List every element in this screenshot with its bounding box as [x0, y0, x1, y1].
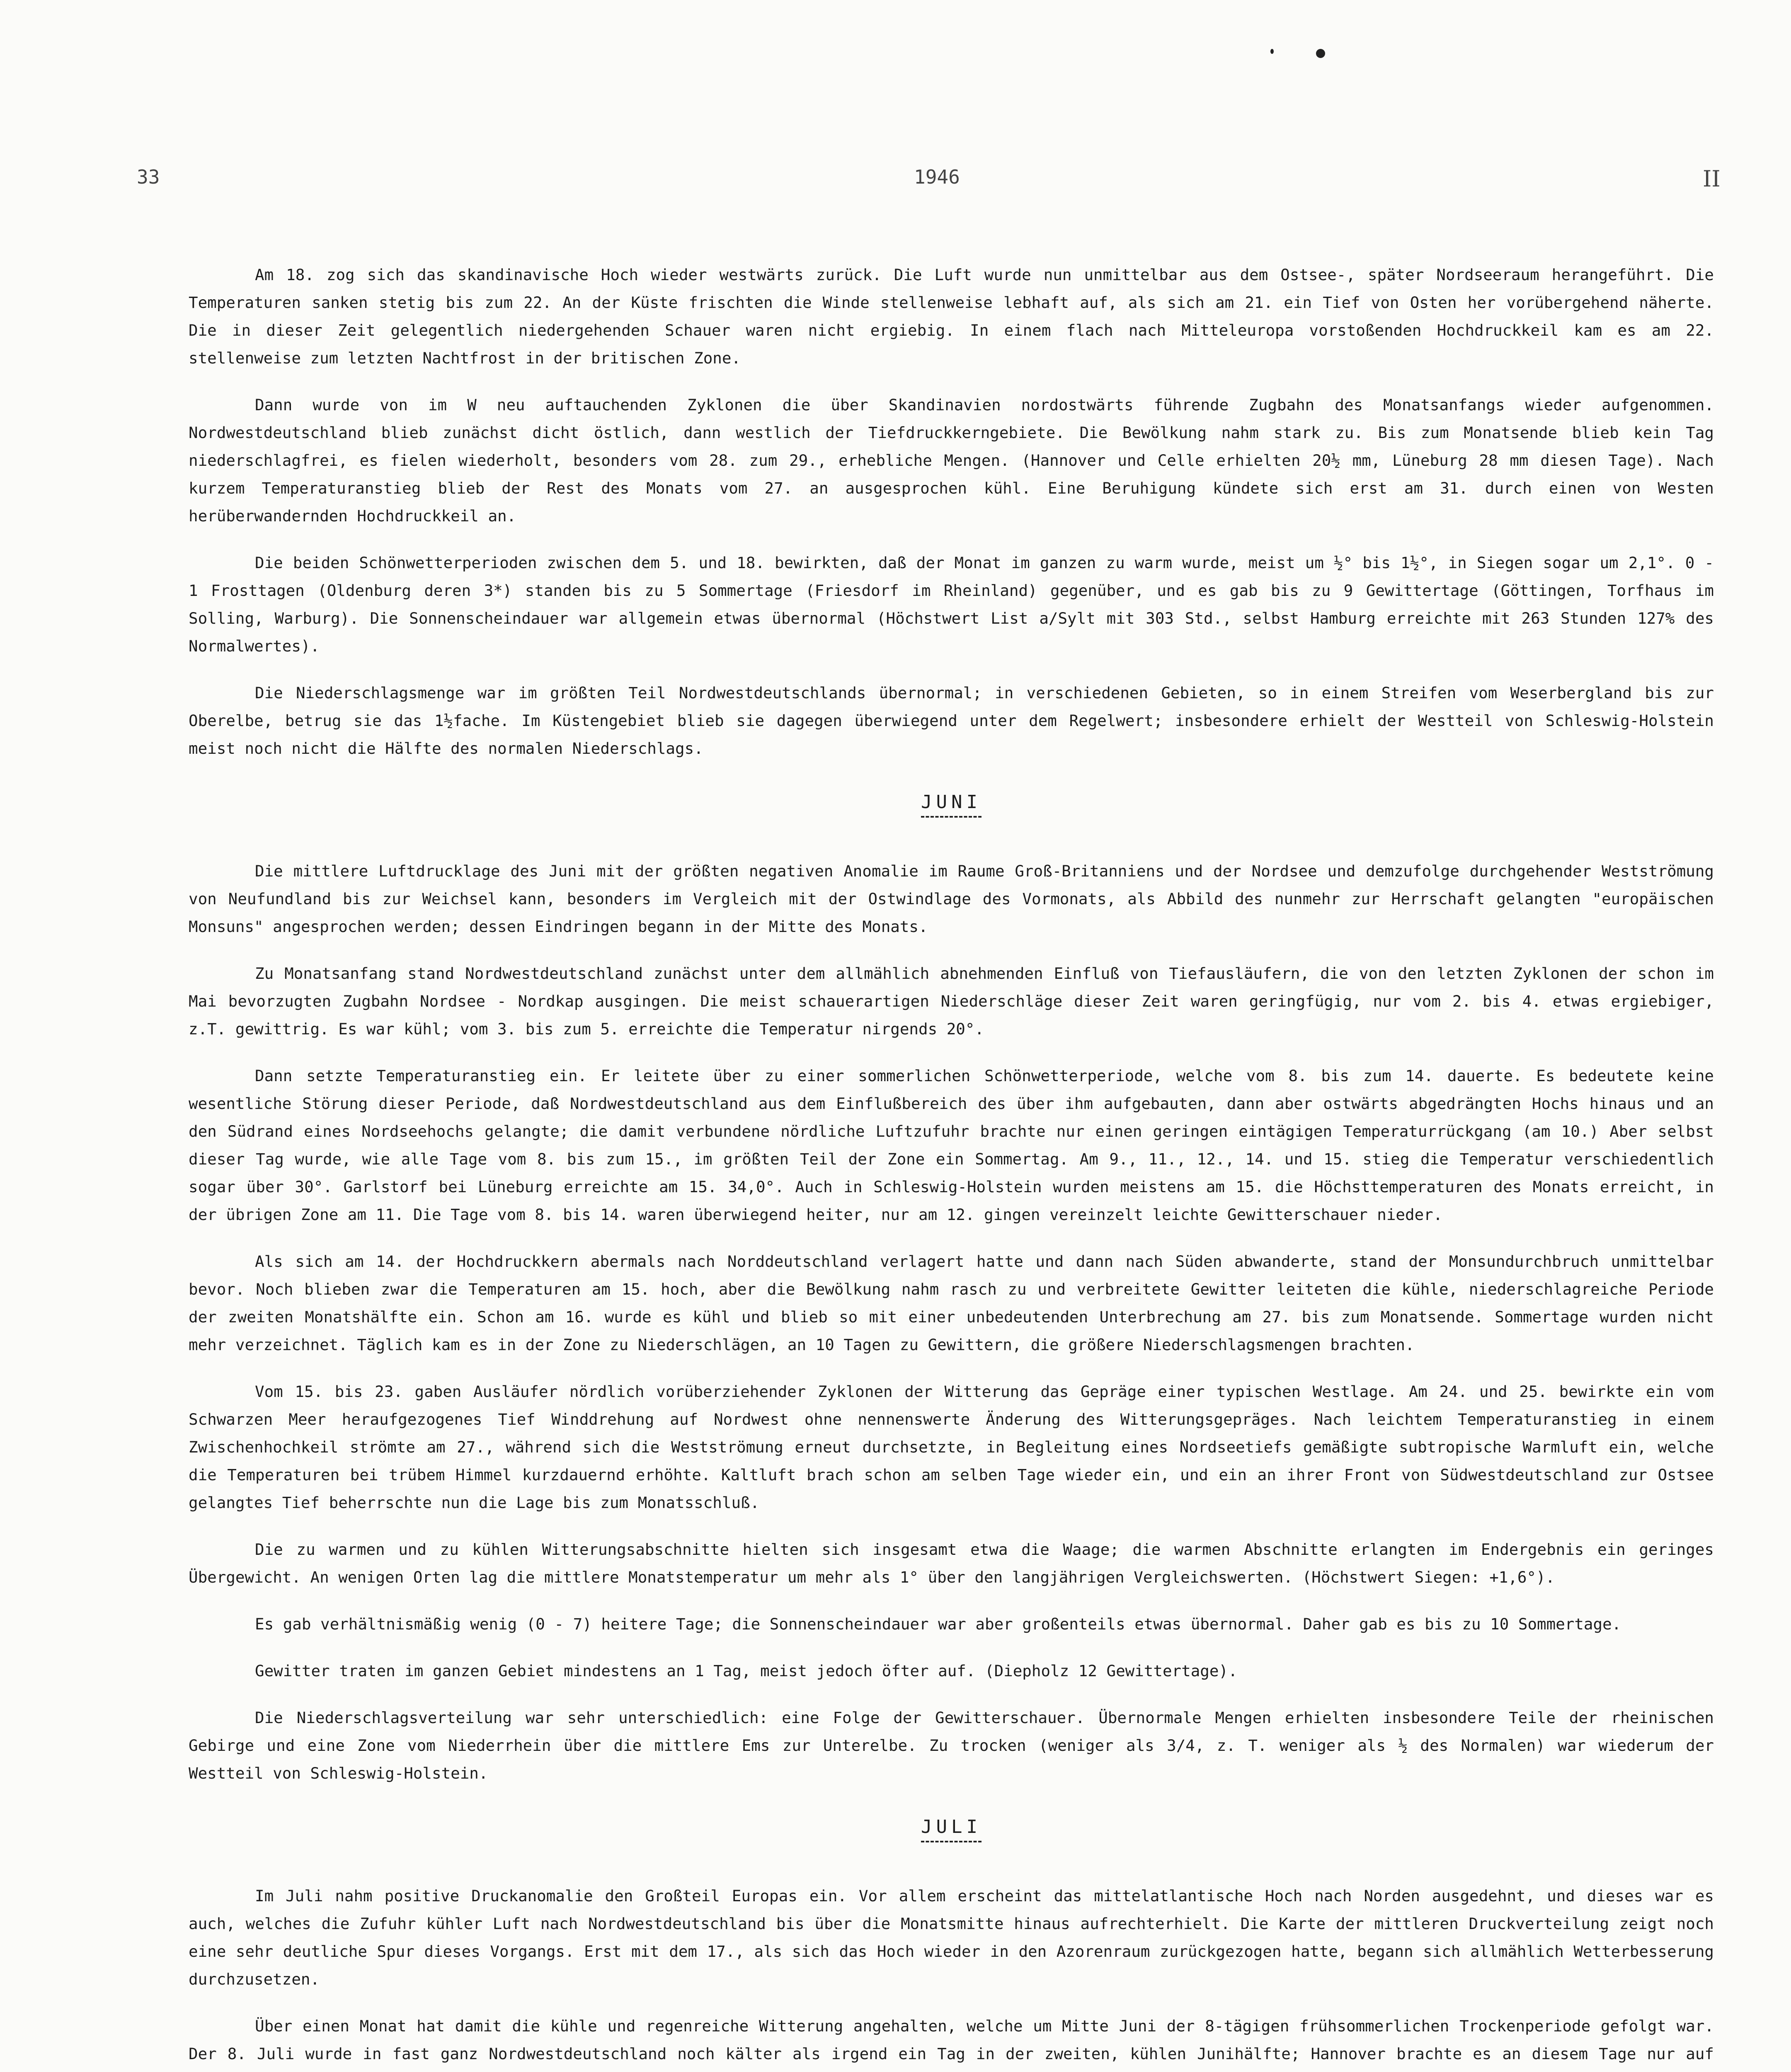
scan-speck [1316, 49, 1325, 58]
section-heading [189, 792, 1714, 818]
section-heading-text: JUNI [921, 792, 982, 818]
paragraph: Am 18. zog sich das skandinavische Hoch wieder westwärts zurück. Die Luft wurde nun unmittelbar aus dem Ostsee-, später Nordseeraum herangeführt. Die Temperaturen sanken stetig bis zum 22. An der Küste frischten die Winde stellenweise lebhaft auf, als sich am 21. ein Tief von Osten her vorübergehend näherte. Die in dieser Zeit gelegentlich niedergehenden Schauer waren nicht ergiebig. In einem flach nach Mitteleuropa vorstoßenden Hochdruckkeil kam es am 22. stellenweise zum letzten Nachtfrost in der britischen Zone. [189, 266, 1723, 367]
paragraph: Zu Monatsanfang stand Nordwestdeutschland zunächst unter dem allmählich abnehmenden Einfluß von Tiefausläufern, die von den letzten Zyklonen der schon im Mai bevorzugten Zugbahn Nordsee - Nordkap ausgingen. Die meist schauerartigen Niederschläge dieser Zeit waren geringfügig, nur vom 2. bis 4. etwas ergiebiger, z.T. gewittrig. Es war kühl; vom 3. bis zum 5. erreichte die Temperatur nirgends 20°. [189, 964, 1723, 1038]
scan-speck [1270, 49, 1274, 54]
section-heading-text: JULI [921, 1816, 982, 1842]
paragraph: Im Juli nahm positive Druckanomalie den Großteil Europas ein. Vor allem erscheint das mittelatlantische Hoch nach Norden ausgedehnt, und dieses war es auch, welches die Zufuhr kühler Luft nach Nordwestdeutschland bis über die Monatsmitte hinaus aufrechterhielt. Die Karte der mittleren Druckverteilung zeigt noch eine sehr deutliche Spur dieses Vorgangs. Erst mit dem 17., als sich das Hoch wieder in den Azorenraum zurückgezogen hatte, begann sich allmählich Wetterbesserung durchzusetzen. [189, 1887, 1723, 1988]
paragraph: Die Niederschlagsmenge war im größten Teil Nordwestdeutschlands übernormal; in verschiedenen Gebieten, so in einem Streifen vom Weserbergland bis zur Oberelbe, betrug sie das 1½fache. Im Küstengebiet blieb sie dagegen überwiegend unter dem Regelwert; insbesondere erhielt der Westteil von Schleswig-Holstein meist noch nicht die Hälfte des normalen Niederschlags. [189, 684, 1723, 758]
paragraph: Dann setzte Temperaturanstieg ein. Er leitete über zu einer sommerlichen Schönwetterperiode, welche vom 8. bis zum 14. dauerte. Es bedeutete keine wesentliche Störung dieser Periode, daß Nordwestdeutschland aus dem Einflußbereich des über ihm aufgebauten, dann aber ostwärts abgedrängten Hochs hinaus und an den Südrand eines Nordseehochs gelangte; die damit verbundene nördliche Luftzufuhr brachte nur einen geringen eintägigen Temperaturrückgang (am 10.) Aber selbst dieser Tag wurde, wie alle Tage vom 8. bis zum 15., im größten Teil der Zone ein Sommertag. Am 9., 11., 12., 14. und 15. stieg die Temperatur verschiedentlich sogar über 30°. Garlstorf bei Lüneburg erreichte am 15. 34,0°. Auch in Schleswig-Holstein wurden meistens am 15. die Höchsttemperaturen des Monats erreicht, in der übrigen Zone am 11. Die Tage vom 8. bis 14. waren überwiegend heiter, nur am 12. gingen vereinzelt leichte Gewitterschauer nieder. [189, 1067, 1723, 1224]
paragraph: Vom 15. bis 23. gaben Ausläufer nördlich vorüberziehender Zyklonen der Witterung das Gepräge einer typischen Westlage. Am 24. und 25. bewirkte ein vom Schwarzen Meer heraufgezogenes Tief Winddrehung auf Nordwest ohne nennenswerte Änderung des Witterungsgepräges. Nach leichtem Temperaturanstieg in einem Zwischenhochkeil strömte am 27., während sich die Westströmung erneut durchsetzte, in Begleitung eines Nordseetiefs gemäßigte subtropische Warmluft ein, welche die Temperaturen bei trübem Himmel kurzdauernd erhöhte. Kaltluft brach schon am selben Tage wieder ein, und ein an ihrer Front von Südwestdeutschland zur Ostsee gelangtes Tief beherrschte nun die Lage bis zum Monatsschluß. [189, 1382, 1723, 1512]
paragraph: Als sich am 14. der Hochdruckkern abermals nach Norddeutschland verlagert hatte und dann nach Süden abwanderte, stand der Monsundurchbruch unmittelbar bevor. Noch blieben zwar die Temperaturen am 15. hoch, aber die Bewölkung nahm rasch zu und verbreitete Gewitter leiteten die kühle, niederschlagreiche Periode der zweiten Monatshälfte ein. Schon am 16. wurde es kühl und blieb so mit einer unbedeutenden Unterbrechung am 27. bis zum Monatsende. Sommertage wurden nicht mehr verzeichnet. Täglich kam es in der Zone zu Niederschlägen, an 10 Tagen zu Gewittern, die größere Niederschlagsmengen brachten. [189, 1252, 1723, 1354]
section-heading [189, 1816, 1714, 1842]
paragraph: Es gab verhältnismäßig wenig (0 - 7) heitere Tage; die Sonnenscheindauer war aber großenteils etwas übernormal. Daher gab es bis zu 10 Sommertage. [255, 1615, 1621, 1633]
section-juli [189, 1816, 1723, 2072]
document-body [189, 261, 1723, 2072]
paragraph: Dann wurde von im W neu auftauchenden Zyklonen die über Skandinavien nordostwärts führende Zugbahn des Monatsanfangs wieder aufgenommen. Nordwestdeutschland blieb zunächst dicht östlich, dann westlich der Tiefdruckkerngebiete. Die Bewölkung nahm stark zu. Bis zum Monatsende blieb kein Tag niederschlagfrei, es fielen wiederholt, besonders vom 28. zum 29., erhebliche Mengen. (Hannover und Celle erhielten 20½ mm, Lüneburg 28 mm diesen Tage). Nach kurzem Temperaturanstieg blieb der Rest des Monats vom 27. an ausgesprochen kühl. Eine Beruhigung kündete sich erst am 31. durch einen von Westen herüberwandernden Hochdruckkeil an. [189, 396, 1723, 525]
paragraph: Die Niederschlagsverteilung war sehr unterschiedlich: eine Folge der Gewitterschauer. Übernormale Mengen erhielten insbesondere Teile der rheinischen Gebirge und eine Zone vom Niederrhein über die mittlere Ems zur Unterelbe. Zu trocken (weniger als 3/4, z. T. weniger als ½ des Normalen) war wiederum der Westteil von Schleswig-Holstein. [189, 1709, 1723, 1782]
paragraph: Gewitter traten im ganzen Gebiet mindestens an 1 Tag, meist jedoch öfter auf. (Diepholz 12 Gewittertage). [255, 1662, 1238, 1680]
section-juni [189, 792, 1723, 1787]
page-year: 1946 [914, 166, 960, 188]
section-mai-continued [189, 261, 1723, 762]
page-number: 33 [137, 166, 160, 188]
paragraph: Über einen Monat hat damit die kühle und regenreiche Witterung angehalten, welche um Mitte Juni der 8-tägigen frühsommerlichen Trockenperiode gefolgt war. Der 8. Juli wurde in fast ganz Nordwestdeutschland noch kälter als irgend ein Tag in der zweiten, kühlen Junihälfte; Hannover brachte es an diesem Tage nur auf [189, 2017, 1714, 2063]
paragraph: Die zu warmen und zu kühlen Witterungsabschnitte hielten sich insgesamt etwa die Waage; die warmen Abschnitte erlangten im Endergebnis ein geringes Übergewicht. An wenigen Orten lag die mittlere Monatstemperatur um mehr als 1° über den langjährigen Vergleichswerten. (Höchstwert Siegen: +1,6°). [189, 1540, 1723, 1586]
paragraph: Die beiden Schönwetterperioden zwischen dem 5. und 18. bewirkten, daß der Monat im ganzen zu warm wurde, meist um ½° bis 1½°, in Siegen sogar um 2,1°. 0 - 1 Frosttagen (Oldenburg deren 3*) standen bis zu 5 Sommertage (Friesdorf im Rheinland) gegenüber, und es gab bis zu 9 Gewittertage (Göttingen, Torfhaus im Solling, Warburg). Die Sonnenscheindauer war allgemein etwas übernormal (Höchstwert List a/Sylt mit 303 Std., selbst Hamburg erreichte mit 263 Stunden 127% des Normalwertes). [189, 554, 1723, 655]
paragraph: Die mittlere Luftdrucklage des Juni mit der größten negativen Anomalie im Raume Groß-Britanniens und der Nordsee und demzufolge durchgehender Westströmung von Neufundland bis zur Weichsel kann, besonders im Vergleich mit der Ostwindlage des Vormonats, als Abbild des nunmehr zur Herrschaft gelangten "europäischen Monsuns" angesprochen werden; dessen Eindringen begann in der Mitte des Monats. [189, 862, 1723, 936]
volume-numeral: II [1703, 166, 1721, 192]
